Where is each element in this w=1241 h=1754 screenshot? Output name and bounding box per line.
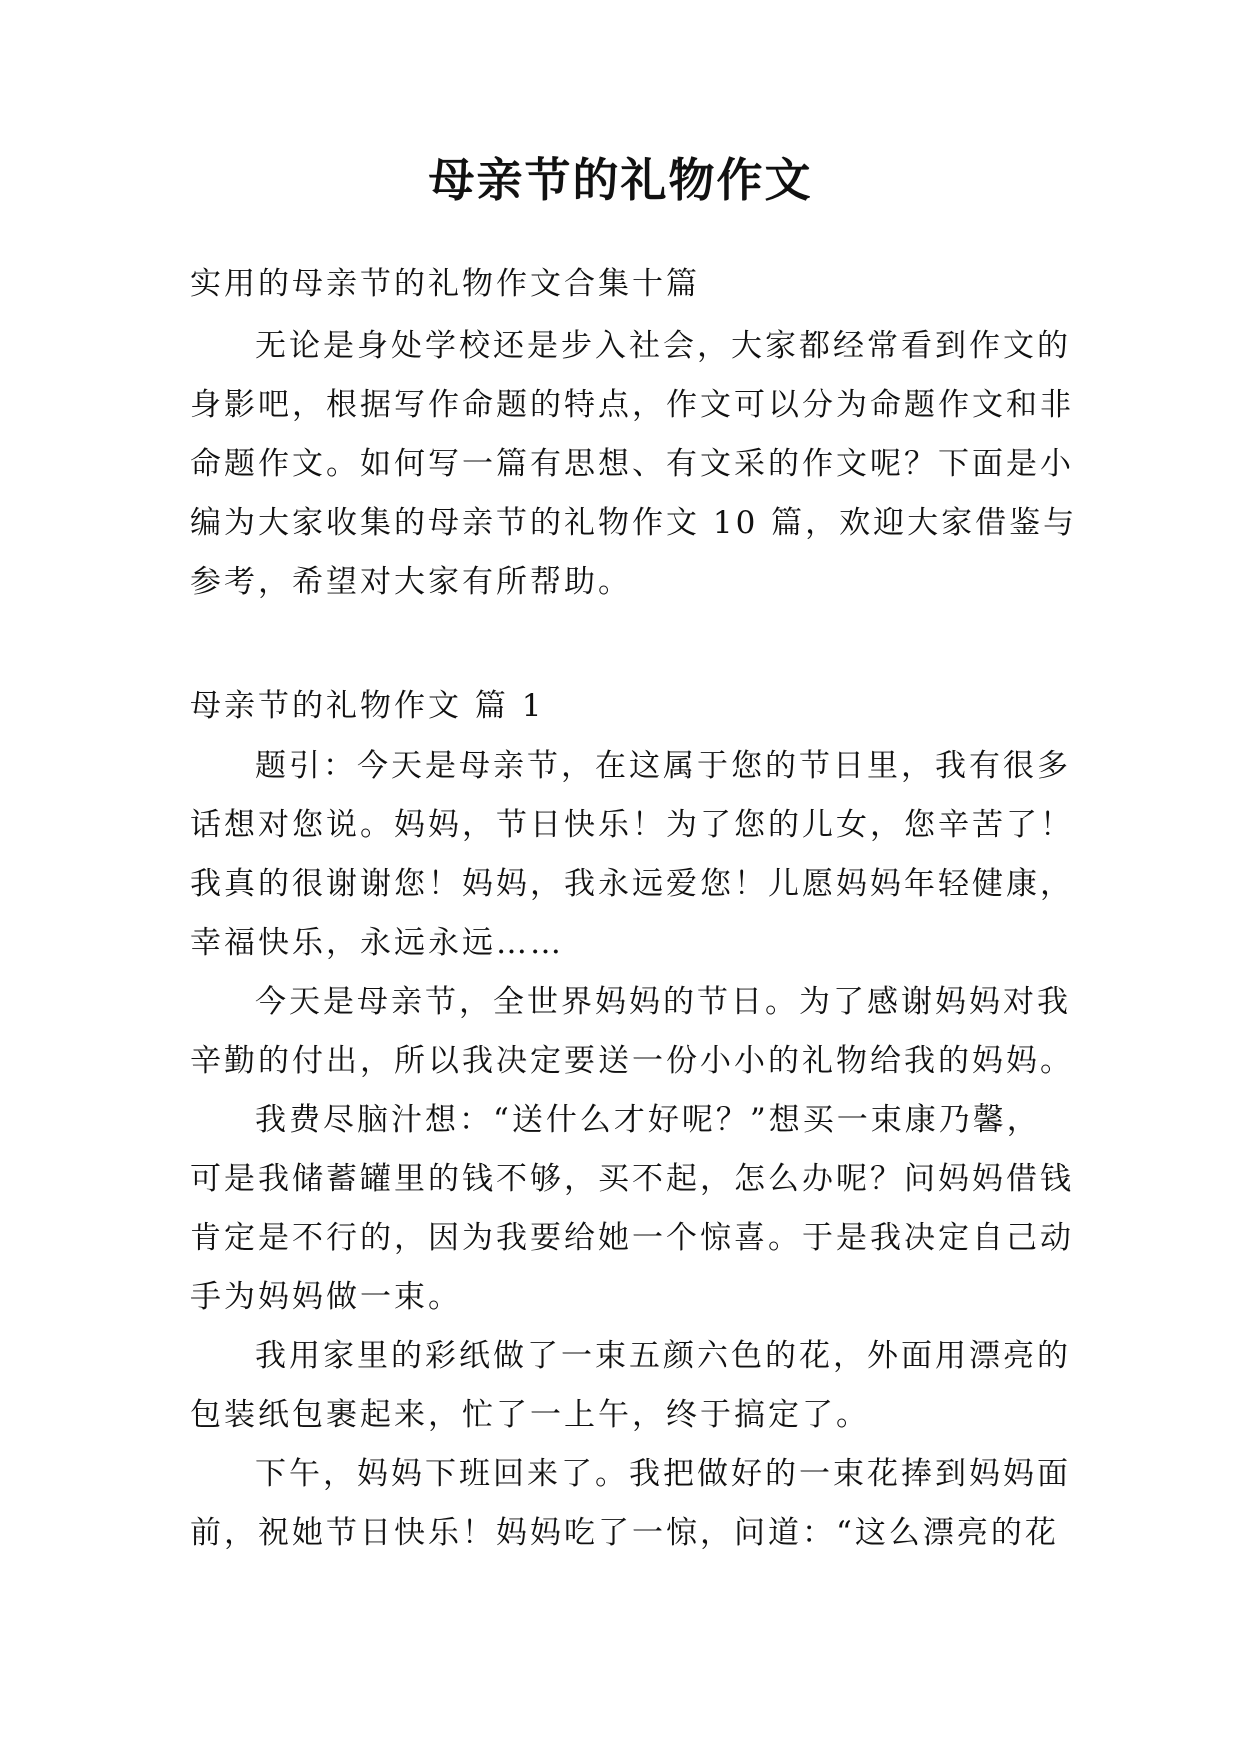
- text-line: 可是我储蓄罐里的钱不够，买不起，怎么办呢？问妈妈借钱: [190, 1161, 1074, 1197]
- document-title: 母亲节的礼物作文: [428, 153, 813, 207]
- text-line: 下午，妈妈下班回来了。我把做好的一束花捧到妈妈面: [255, 1456, 1071, 1492]
- text-line: 幸福快乐，永远永远……: [190, 925, 564, 961]
- text-line: 手为妈妈做一束。: [190, 1279, 462, 1315]
- section-heading: 母亲节的礼物作文 篇 1: [190, 688, 545, 724]
- text-line: 今天是母亲节，全世界妈妈的节日。为了感谢妈妈对我: [255, 984, 1071, 1020]
- text-line: 无论是身处学校还是步入社会，大家都经常看到作文的: [255, 328, 1071, 364]
- text-line: 辛勤的付出，所以我决定要送一份小小的礼物给我的妈妈。: [190, 1043, 1074, 1079]
- subtitle-line: 实用的母亲节的礼物作文合集十篇: [190, 266, 700, 302]
- text-line: 我用家里的彩纸做了一束五颜六色的花，外面用漂亮的: [255, 1338, 1071, 1374]
- text-line: 我真的很谢谢您！妈妈，我永远爱您！儿愿妈妈年轻健康，: [190, 866, 1074, 902]
- text-line: 参考，希望对大家有所帮助。: [190, 564, 632, 600]
- text-line: 肯定是不行的，因为我要给她一个惊喜。于是我决定自己动: [190, 1220, 1074, 1256]
- text-line: 我费尽脑汁想：“送什么才好呢？”想买一束康乃馨，: [255, 1102, 1041, 1138]
- text-line: 前，祝她节日快乐！妈妈吃了一惊，问道：“这么漂亮的花: [190, 1515, 1059, 1551]
- text-line: 话想对您说。妈妈，节日快乐！为了您的儿女，您辛苦了！: [190, 807, 1074, 843]
- text-line: 题引：今天是母亲节，在这属于您的节日里，我有很多: [255, 748, 1071, 784]
- text-line: 包装纸包裹起来，忙了一上午，终于搞定了。: [190, 1397, 870, 1433]
- text-line: 编为大家收集的母亲节的礼物作文 10 篇，欢迎大家借鉴与: [190, 505, 1078, 541]
- text-line: 身影吧，根据写作命题的特点，作文可以分为命题作文和非: [190, 387, 1074, 423]
- text-line: 命题作文。如何写一篇有思想、有文采的作文呢？下面是小: [190, 446, 1074, 482]
